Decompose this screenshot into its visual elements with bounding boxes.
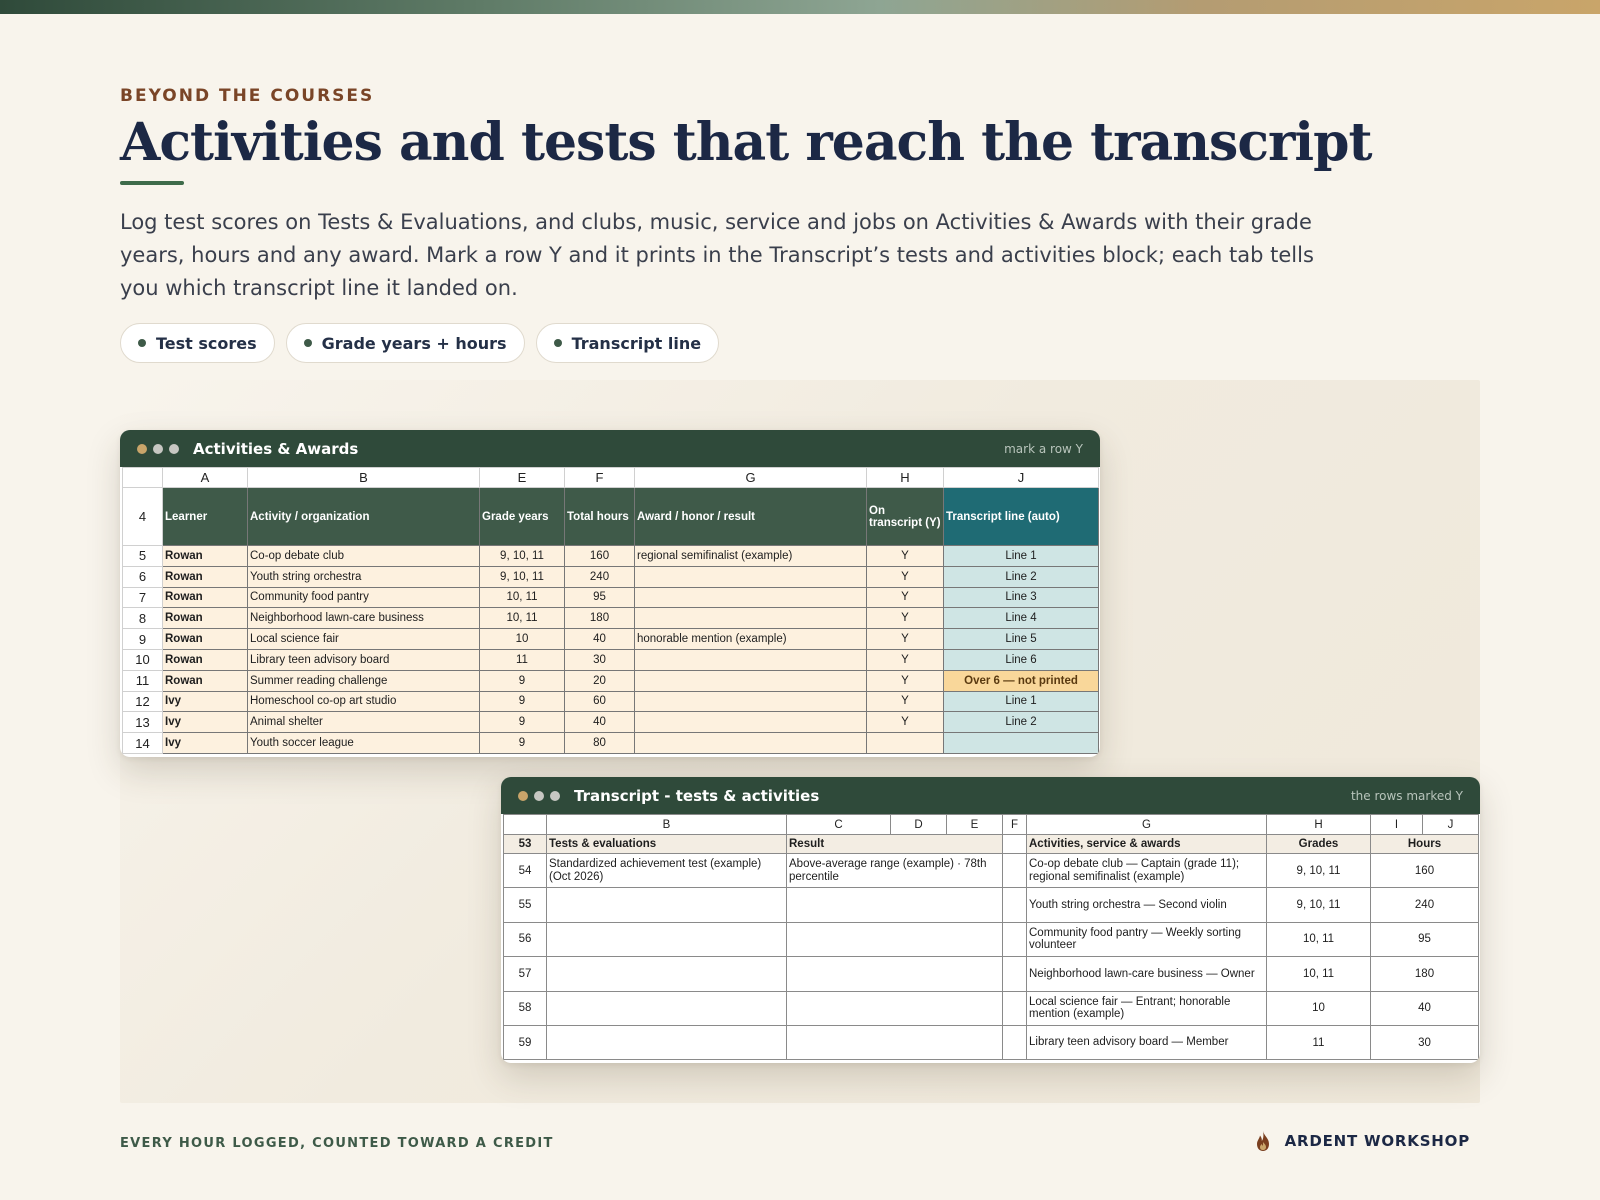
activity-cell[interactable]: Summer reading challenge (248, 670, 480, 691)
table-row (504, 1025, 1479, 1059)
grade-years-cell[interactable]: 10, 11 (480, 608, 565, 629)
hours-cell[interactable]: 180 (1371, 957, 1479, 991)
column-header[interactable]: G (635, 468, 867, 488)
result-header[interactable]: Result (787, 835, 1003, 854)
result-cell[interactable] (787, 888, 1003, 922)
header-cell[interactable]: Transcript line (auto) (944, 488, 1099, 546)
row-number: 5 (123, 546, 163, 567)
activity-cell[interactable]: Youth string orchestra — Second violin (1027, 888, 1267, 922)
column-header[interactable]: F (1003, 815, 1027, 835)
row-number: 7 (123, 587, 163, 608)
header-cell[interactable]: Total hours (565, 488, 635, 546)
on-transcript-cell[interactable]: Y (867, 608, 944, 629)
window-dot-icon[interactable] (518, 791, 528, 801)
grades-cell[interactable]: 10, 11 (1267, 957, 1371, 991)
transcript-window (501, 777, 1480, 1063)
transcript-line-cell[interactable] (944, 733, 1099, 754)
on-transcript-cell[interactable]: Y (867, 587, 944, 608)
window-controls (137, 444, 179, 454)
learner-cell[interactable]: Rowan (163, 566, 248, 587)
window-hint: the rows marked Y (1350, 788, 1463, 803)
grade-years-cell[interactable]: 11 (480, 649, 565, 670)
row-number: 12 (123, 691, 163, 712)
window-titlebar (120, 430, 1100, 467)
hours-cell[interactable]: 95 (1371, 922, 1479, 956)
activities-window (120, 430, 1100, 757)
activity-cell[interactable]: Local science fair — Entrant; honorable mention (example) (1027, 991, 1267, 1025)
section-header-row (504, 835, 1479, 854)
transcript-sheet (503, 814, 1479, 1060)
learner-cell[interactable]: Rowan (163, 649, 248, 670)
row-number: 55 (504, 888, 547, 922)
learner-cell[interactable]: Rowan (163, 587, 248, 608)
total-hours-cell[interactable]: 180 (565, 608, 635, 629)
bullet-icon (554, 339, 562, 347)
activities-sheet (122, 467, 1099, 754)
tests-header[interactable]: Tests & evaluations (547, 835, 787, 854)
spacer-cell[interactable] (1003, 922, 1027, 956)
column-header[interactable]: E (947, 815, 1003, 835)
page-title: Activities and tests that reach the transcript (120, 112, 1372, 173)
row-number: 53 (504, 835, 547, 854)
transcript-line-cell[interactable]: Line 1 (944, 691, 1099, 712)
result-cell[interactable] (787, 1025, 1003, 1059)
grade-years-cell[interactable]: 9 (480, 670, 565, 691)
activity-cell[interactable]: Local science fair (248, 629, 480, 650)
column-header[interactable]: I (1371, 815, 1423, 835)
result-cell[interactable] (787, 922, 1003, 956)
total-hours-cell[interactable]: 160 (565, 546, 635, 567)
window-dot-icon[interactable] (153, 444, 163, 454)
transcript-line-cell[interactable]: Over 6 — not printed (944, 670, 1099, 691)
activity-cell[interactable]: Youth string orchestra (248, 566, 480, 587)
column-header[interactable]: F (565, 468, 635, 488)
activity-cell[interactable]: Youth soccer league (248, 733, 480, 754)
lead-paragraph: Log test scores on Tests & Evaluations, and clubs, music, service and jobs on Activities & Awards with their grade years, hours and any award. Mark a row Y and it prints in the Transcript’s tests and activities block; each tab tells you which transcript line it landed on. (120, 210, 1314, 300)
grades-cell[interactable]: 9, 10, 11 (1267, 854, 1371, 888)
award-cell[interactable] (635, 691, 867, 712)
feature-chips (120, 323, 719, 363)
transcript-line-cell[interactable]: Line 4 (944, 608, 1099, 629)
table-row (123, 566, 1099, 587)
activity-cell[interactable]: Community food pantry (248, 587, 480, 608)
activity-cell[interactable]: Co-op debate club (248, 546, 480, 567)
test-cell[interactable]: Standardized achievement test (example) (Oct 2026) (547, 854, 787, 888)
total-hours-cell[interactable]: 95 (565, 587, 635, 608)
transcript-line-cell[interactable]: Line 2 (944, 712, 1099, 733)
total-hours-cell[interactable]: 60 (565, 691, 635, 712)
bullet-icon (138, 339, 146, 347)
header-cell[interactable]: Learner (163, 488, 248, 546)
transcript-line-cell[interactable]: Line 6 (944, 649, 1099, 670)
spacer-cell[interactable] (1003, 957, 1027, 991)
activity-cell[interactable]: Library teen advisory board (248, 649, 480, 670)
row-number: 57 (504, 957, 547, 991)
transcript-line-cell[interactable]: Line 5 (944, 629, 1099, 650)
test-cell[interactable] (547, 888, 787, 922)
learner-cell[interactable]: Rowan (163, 546, 248, 567)
total-hours-cell[interactable]: 40 (565, 629, 635, 650)
table-row (504, 888, 1479, 922)
total-hours-cell[interactable]: 20 (565, 670, 635, 691)
grades-cell[interactable]: 11 (1267, 1025, 1371, 1059)
chip-test-scores: Test scores (120, 323, 275, 363)
footer-brand[interactable] (1253, 1130, 1470, 1152)
spacer-cell[interactable] (1003, 991, 1027, 1025)
window-title: Activities & Awards (193, 439, 359, 458)
hours-header[interactable]: Hours (1371, 835, 1479, 854)
grade-years-cell[interactable]: 10 (480, 629, 565, 650)
table-row (123, 733, 1099, 754)
on-transcript-cell[interactable] (867, 733, 944, 754)
activity-cell[interactable]: Animal shelter (248, 712, 480, 733)
learner-cell[interactable]: Rowan (163, 608, 248, 629)
learner-cell[interactable]: Ivy (163, 712, 248, 733)
hours-cell[interactable]: 160 (1371, 854, 1479, 888)
window-titlebar (501, 777, 1480, 814)
test-cell[interactable] (547, 957, 787, 991)
header-cell[interactable]: On transcript (Y) (867, 488, 944, 546)
learner-cell[interactable]: Ivy (163, 733, 248, 754)
grade-years-cell[interactable]: 9 (480, 733, 565, 754)
activity-cell[interactable]: Library teen advisory board — Member (1027, 1025, 1267, 1059)
grade-years-cell[interactable]: 9 (480, 712, 565, 733)
table-row (123, 608, 1099, 629)
header-cell[interactable]: Grade years (480, 488, 565, 546)
grade-years-cell[interactable]: 10, 11 (480, 587, 565, 608)
grade-years-cell[interactable]: 9 (480, 691, 565, 712)
grades-cell[interactable]: 9, 10, 11 (1267, 888, 1371, 922)
table-row (123, 670, 1099, 691)
title-underline (120, 181, 184, 185)
column-header[interactable]: J (1423, 815, 1479, 835)
column-header[interactable] (123, 468, 163, 488)
activity-cell[interactable]: Neighborhood lawn-care business (248, 608, 480, 629)
flame-icon (1253, 1130, 1273, 1152)
transcript-line-cell[interactable]: Line 2 (944, 566, 1099, 587)
activity-cell[interactable]: Community food pantry — Weekly sorting volunteer (1027, 922, 1267, 956)
table-row (123, 629, 1099, 650)
spacer-cell[interactable] (1003, 835, 1027, 854)
footer-tagline: EVERY HOUR LOGGED, COUNTED TOWARD A CREDIT (120, 1136, 554, 1151)
transcript-line-cell[interactable]: Line 1 (944, 546, 1099, 567)
award-cell[interactable] (635, 733, 867, 754)
test-cell[interactable] (547, 922, 787, 956)
row-number: 58 (504, 991, 547, 1025)
table-row (123, 546, 1099, 567)
column-header[interactable] (504, 815, 547, 835)
table-row (123, 649, 1099, 670)
on-transcript-cell[interactable]: Y (867, 670, 944, 691)
header-cell[interactable]: Activity / organization (248, 488, 480, 546)
on-transcript-cell[interactable]: Y (867, 712, 944, 733)
column-header[interactable]: H (867, 468, 944, 488)
column-header[interactable]: H (1267, 815, 1371, 835)
total-hours-cell[interactable]: 30 (565, 649, 635, 670)
table-row (123, 712, 1099, 733)
award-cell[interactable] (635, 712, 867, 733)
row-number: 9 (123, 629, 163, 650)
brand-name: ARDENT WORKSHOP (1284, 1132, 1470, 1150)
award-cell[interactable]: honorable mention (example) (635, 629, 867, 650)
window-dot-icon[interactable] (550, 791, 560, 801)
row-number: 56 (504, 922, 547, 956)
table-row (123, 691, 1099, 712)
activity-cell[interactable]: Homeschool co-op art studio (248, 691, 480, 712)
learner-cell[interactable]: Rowan (163, 629, 248, 650)
chip-transcript-line: Transcript line (536, 323, 720, 363)
window-dot-icon[interactable] (137, 444, 147, 454)
column-header[interactable]: C (787, 815, 891, 835)
award-cell[interactable] (635, 587, 867, 608)
on-transcript-cell[interactable]: Y (867, 691, 944, 712)
row-number: 10 (123, 649, 163, 670)
column-header[interactable]: D (891, 815, 947, 835)
column-header[interactable]: A (163, 468, 248, 488)
on-transcript-cell[interactable]: Y (867, 546, 944, 567)
activity-cell[interactable]: Neighborhood lawn-care business — Owner (1027, 957, 1267, 991)
header-row (123, 488, 1099, 546)
table-row (504, 854, 1479, 888)
table-row (504, 957, 1479, 991)
column-header[interactable]: B (248, 468, 480, 488)
table-row (504, 922, 1479, 956)
award-cell[interactable] (635, 608, 867, 629)
grade-years-cell[interactable]: 9, 10, 11 (480, 566, 565, 587)
spacer-cell[interactable] (1003, 1025, 1027, 1059)
table-row (123, 587, 1099, 608)
window-controls (518, 791, 560, 801)
on-transcript-cell[interactable]: Y (867, 566, 944, 587)
grades-cell[interactable]: 10, 11 (1267, 922, 1371, 956)
transcript-line-cell[interactable]: Line 3 (944, 587, 1099, 608)
row-number: 13 (123, 712, 163, 733)
column-header[interactable]: J (944, 468, 1099, 488)
column-header[interactable]: B (547, 815, 787, 835)
bullet-icon (304, 339, 312, 347)
spacer-cell[interactable] (1003, 888, 1027, 922)
header-cell[interactable]: Award / honor / result (635, 488, 867, 546)
column-header[interactable]: G (1027, 815, 1267, 835)
result-cell[interactable] (787, 991, 1003, 1025)
activities-header[interactable]: Activities, service & awards (1027, 835, 1267, 854)
window-title: Transcript - tests & activities (574, 786, 820, 805)
row-number: 4 (123, 488, 163, 546)
award-cell[interactable] (635, 566, 867, 587)
hours-cell[interactable]: 240 (1371, 888, 1479, 922)
row-number: 11 (123, 670, 163, 691)
column-letter-row (504, 815, 1479, 835)
test-cell[interactable] (547, 1025, 787, 1059)
hours-cell[interactable]: 40 (1371, 991, 1479, 1025)
row-number: 54 (504, 854, 547, 888)
hours-cell[interactable]: 30 (1371, 1025, 1479, 1059)
learner-cell[interactable]: Rowan (163, 670, 248, 691)
row-number: 14 (123, 733, 163, 754)
award-cell[interactable] (635, 649, 867, 670)
award-cell[interactable] (635, 670, 867, 691)
column-letter-row (123, 468, 1099, 488)
chip-grade-years-hours: Grade years + hours (286, 323, 525, 363)
total-hours-cell[interactable]: 40 (565, 712, 635, 733)
learner-cell[interactable]: Ivy (163, 691, 248, 712)
activity-cell[interactable]: Co-op debate club — Captain (grade 11); regional semifinalist (example) (1027, 854, 1267, 888)
window-hint: mark a row Y (1004, 441, 1083, 456)
row-number: 6 (123, 566, 163, 587)
window-dot-icon[interactable] (534, 791, 544, 801)
eyebrow: BEYOND THE COURSES (120, 86, 375, 106)
total-hours-cell[interactable]: 80 (565, 733, 635, 754)
result-cell[interactable] (787, 957, 1003, 991)
row-number: 59 (504, 1025, 547, 1059)
total-hours-cell[interactable]: 240 (565, 566, 635, 587)
test-cell[interactable] (547, 991, 787, 1025)
top-accent-bar (0, 0, 1600, 14)
column-header[interactable]: E (480, 468, 565, 488)
grades-header[interactable]: Grades (1267, 835, 1371, 854)
window-dot-icon[interactable] (169, 444, 179, 454)
spacer-cell[interactable] (1003, 854, 1027, 888)
row-number: 8 (123, 608, 163, 629)
award-cell[interactable]: regional semifinalist (example) (635, 546, 867, 567)
grades-cell[interactable]: 10 (1267, 991, 1371, 1025)
result-cell[interactable]: Above-average range (example) · 78th percentile (787, 854, 1003, 888)
grade-years-cell[interactable]: 9, 10, 11 (480, 546, 565, 567)
on-transcript-cell[interactable]: Y (867, 629, 944, 650)
on-transcript-cell[interactable]: Y (867, 649, 944, 670)
table-row (504, 991, 1479, 1025)
